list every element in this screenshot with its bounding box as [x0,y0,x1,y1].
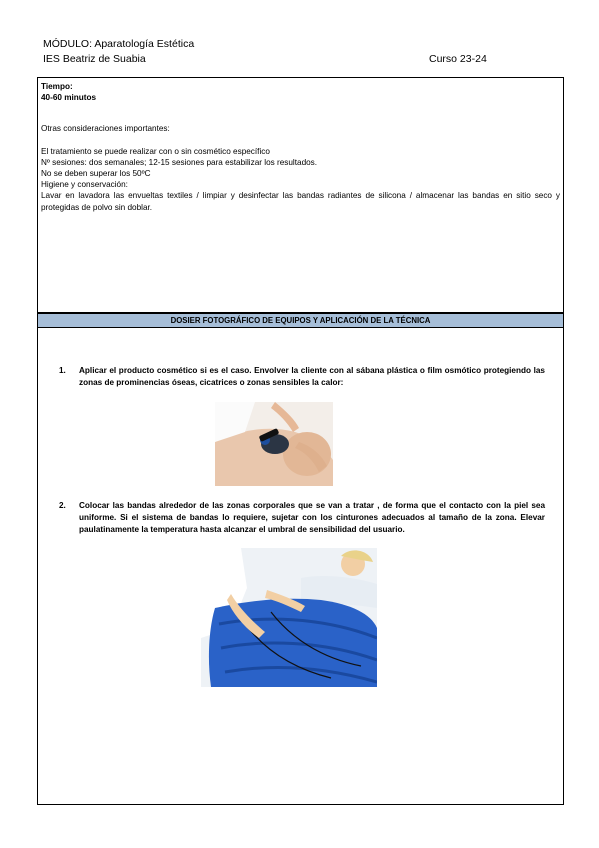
step-1 [59,365,545,389]
time-label: Tiempo: [41,82,73,91]
header-school: IES Beatriz de Suabia [43,53,146,65]
step-text: Aplicar el producto cosmético si es el caso. Envolver la cliente con al sábana plástica o film osmótico protegiendo las zonas de prominencias óseas, cicatrices o zonas sensibles la calor: [79,366,545,387]
step-number: 2. [59,501,66,510]
photo-1-illustration [215,402,333,486]
step-text: Colocar las bandas alrededor de las zonas corporales que se van a tratar , de forma que el contacto con la piel sea uniforme. Si el sistema de bandas lo requiere, sujetar con los cinturones adecuados al tamaño de la zona. Elevar paulatinamente la temperatura hasta alcanzar el umbral de sensibilidad del usuario. [79,501,545,534]
hygiene-label: Higiene y conservación: [41,180,128,190]
header-module: MÓDULO: Aparatología Estética [43,38,195,50]
consideration-line-1: El tratamiento se puede realizar con o sin cosmético específico [41,146,270,156]
time-value: 40-60 minutos [41,93,97,103]
section-title: DOSIER FOTOGRÁFICO DE EQUIPOS Y APLICACIÓN DE LA TÉCNICA [37,313,564,328]
treatment-photo-2 [201,548,377,687]
header-course: Curso 23-24 [429,53,487,65]
consideration-line-2: Nº sesiones: dos semanales; 12-15 sesiones para estabilizar los resultados. [41,157,318,167]
other-considerations-label: Otras consideraciones importantes: [41,124,170,134]
step-2 [59,500,545,536]
step-number: 1. [59,366,66,375]
treatment-photo-1 [215,402,333,486]
photo-2-illustration [201,548,377,687]
info-box [37,77,564,313]
hygiene-text: Lavar en lavadora las envueltas textiles / limpiar y desinfectar las bandas radiantes de silicona / almacenar las bandas en sitio seco y protegidas de polvo sin doblar. [41,191,560,212]
consideration-line-3: No se deben superar los 50ºC [41,169,151,179]
